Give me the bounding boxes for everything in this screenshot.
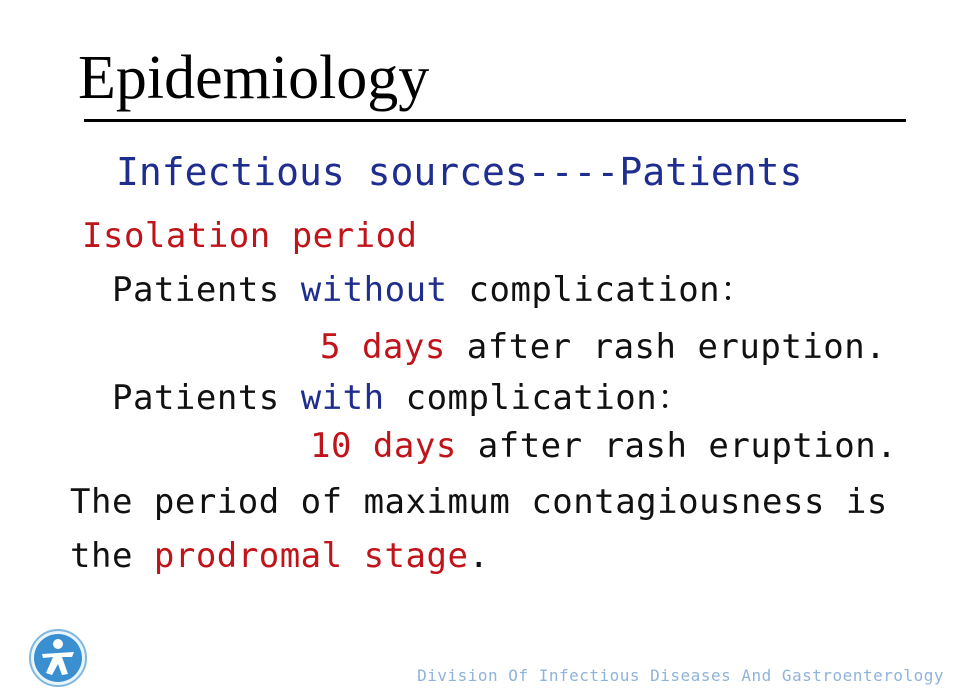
subtitle: Infectious sources----Patients [116, 150, 803, 194]
prodromal-stage-highlight: prodromal stage [153, 536, 469, 576]
with-prefix: Patients [112, 378, 301, 418]
without-prefix: Patients [112, 270, 301, 310]
without-duration-line [320, 325, 886, 369]
max-contagious-line-2 [70, 534, 489, 578]
without-keyword: without [300, 270, 448, 310]
footer-division-text: Division Of Infectious Diseases And Gastroenterology [417, 666, 944, 685]
isolation-heading: Isolation period [82, 216, 418, 256]
with-complication-line [112, 376, 692, 420]
with-suffix: complication： [384, 378, 692, 418]
max-contagious-line-1: The period of maximum contagiousness is [70, 482, 888, 522]
max-prefix: the [70, 536, 154, 576]
max-suffix: . [468, 536, 490, 576]
with-duration-line [310, 424, 897, 468]
title-divider [84, 119, 906, 122]
without-duration: 5 days [320, 327, 446, 367]
with-keyword: with [300, 378, 385, 418]
without-suffix: complication： [447, 270, 755, 310]
with-detail: after rash eruption. [456, 426, 898, 466]
figure-emblem-icon [28, 628, 88, 688]
without-detail: after rash eruption. [445, 327, 887, 367]
slide-title: Epidemiology [78, 44, 430, 112]
without-complication-line [112, 268, 755, 312]
with-duration: 10 days [310, 426, 457, 466]
